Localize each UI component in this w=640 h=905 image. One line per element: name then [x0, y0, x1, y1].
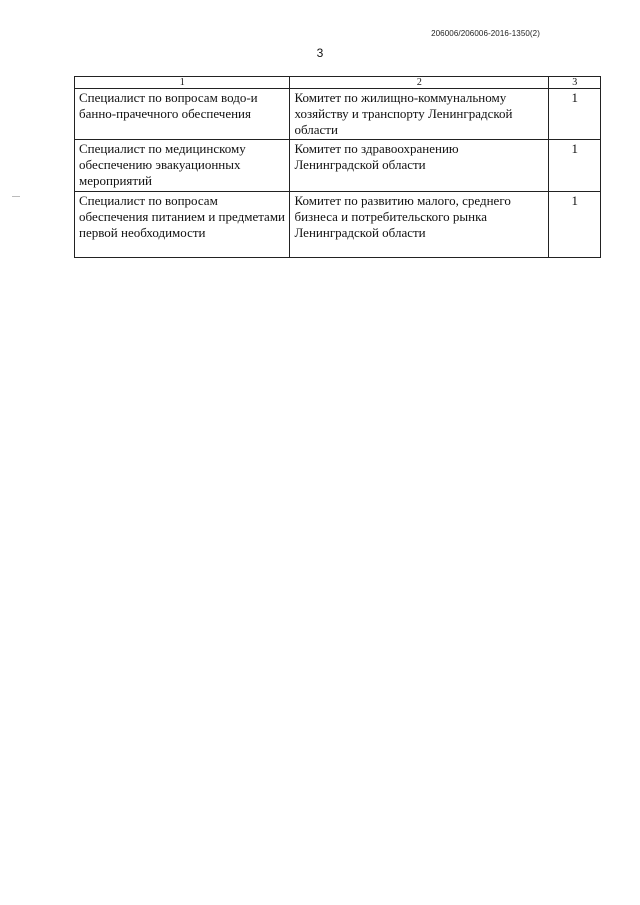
count-cell: 1 [549, 192, 601, 258]
margin-mark [12, 196, 20, 197]
count-cell: 1 [549, 89, 601, 140]
column-number-row [75, 77, 601, 89]
position-cell: Специалист по вопросам обеспечения питанием и предметами первой необходимости [75, 192, 290, 258]
column-number-2: 2 [290, 77, 549, 89]
committee-cell: Комитет по здравоохранению Ленинградской области [290, 140, 549, 192]
document-id: 206006/206006-2016-1350(2) [431, 29, 540, 38]
column-number-1: 1 [75, 77, 290, 89]
table-row [75, 192, 601, 258]
committee-cell: Комитет по жилищно-коммунальному хозяйству и транспорту Ленинградской области [290, 89, 549, 140]
column-number-3: 3 [549, 77, 601, 89]
position-cell: Специалист по медицинскому обеспечению эвакуационных мероприятий [75, 140, 290, 192]
count-cell: 1 [549, 140, 601, 192]
table-row [75, 89, 601, 140]
position-cell: Специалист по вопросам водо-и банно-прачечного обеспечения [75, 89, 290, 140]
page-number: 3 [316, 46, 324, 60]
table-row [75, 140, 601, 192]
staff-table [74, 76, 601, 258]
committee-cell: Комитет по развитию малого, среднего бизнеса и потребительского рынка Ленинградской области [290, 192, 549, 258]
